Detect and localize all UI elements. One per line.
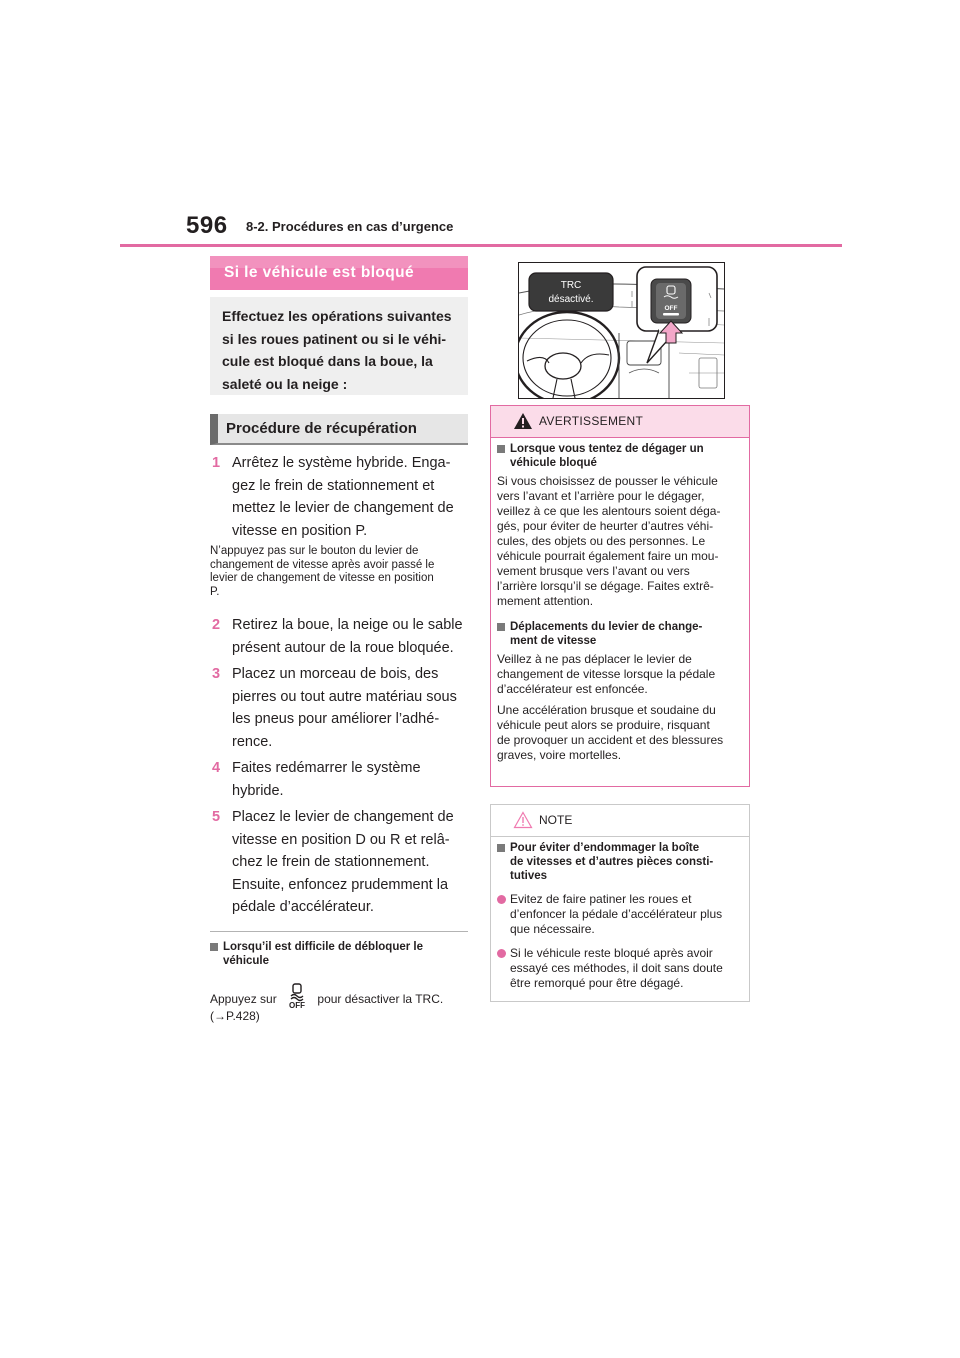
warning-item-heading xyxy=(497,620,743,648)
heading-line: véhicule bloqué xyxy=(510,457,597,469)
tip-before: Appuyez sur xyxy=(210,992,277,1006)
para-line: vement brusque vers l’avant ou vers xyxy=(497,564,690,578)
step-line: les pneus pour améliorer l’adhé- xyxy=(232,711,440,727)
subheading: Procédure de récupération xyxy=(210,414,468,445)
intro-line: Effectuez les opérations suivantes xyxy=(222,308,452,324)
inset-off-label: OFF xyxy=(664,305,678,312)
note-line: changement de vitesse après avoir passé le xyxy=(210,558,435,571)
tip-after: pour désactiver la TRC. xyxy=(317,992,444,1006)
para-line: véhicule pourrait également faire un mou- xyxy=(497,549,719,563)
note-box xyxy=(490,804,750,1002)
step-line: vitesse en position D ou R et relâ- xyxy=(232,831,450,848)
para-line: vers l’avant et l’arrière pour le dégager, xyxy=(497,489,705,503)
section-banner xyxy=(210,256,468,290)
intro-line: cule est bloqué dans la boue, la xyxy=(222,353,433,369)
step-number: 1 xyxy=(212,455,221,471)
note-header xyxy=(491,805,749,837)
tip-text xyxy=(210,983,468,1024)
note-line: N’appuyez pas sur le bouton du levier de xyxy=(210,545,419,557)
warning-paragraph xyxy=(497,652,743,697)
para-line: d’accélérateur est enfoncée. xyxy=(497,682,648,696)
step-line: vitesse en position P. xyxy=(232,522,368,539)
tip-ref: (→P.428) xyxy=(210,1009,260,1023)
step-5 xyxy=(212,806,468,919)
note-bullet xyxy=(497,892,743,937)
divider xyxy=(210,931,468,932)
warning-paragraph xyxy=(497,703,743,763)
step-line: Placez un morceau de bois, des xyxy=(232,666,439,682)
square-bullet-icon xyxy=(210,943,218,951)
para-line: de provoquer un accident et des blessures xyxy=(497,733,724,747)
step-line: Placez le levier de changement de xyxy=(232,809,454,825)
bullet-dot-icon xyxy=(497,895,506,904)
step-line: rence. xyxy=(232,733,273,750)
para-line: gés, pour éviter de heurter d’autres véhi- xyxy=(497,519,714,533)
warning-title: AVERTISSEMENT xyxy=(539,414,644,428)
step-number: 3 xyxy=(212,666,221,682)
page-number: 596 xyxy=(186,212,228,239)
heading-line: ment de vitesse xyxy=(510,635,597,647)
step-line: Retirez la boue, la neige ou le sable xyxy=(232,617,463,633)
step-line: Arrêtez le système hybride. Enga- xyxy=(232,455,451,471)
dashboard-illustration xyxy=(518,262,725,399)
bullet-line: d’enfoncer la pédale d’accélérateur plus xyxy=(510,907,723,921)
tip-heading xyxy=(210,940,468,968)
para-line: veillez à ce que les alentours soient déga- xyxy=(497,504,721,518)
warning-paragraph xyxy=(497,474,743,609)
warning-body xyxy=(497,442,743,763)
step-2 xyxy=(212,614,468,659)
warning-box xyxy=(490,405,750,787)
tip-head-line: véhicule xyxy=(223,955,270,967)
step-line: Ensuite, enfoncez prudemment la xyxy=(232,876,449,893)
intro-line: si les roues patinent ou si le véhi- xyxy=(222,330,447,347)
step-line: chez le frein de stationnement. xyxy=(232,854,430,870)
intro-line: saleté ou la neige : xyxy=(222,375,348,392)
bullet-line: Si le véhicule reste bloqué après avoir xyxy=(510,946,713,960)
para-line: mement attention. xyxy=(497,594,594,608)
bullet-dot-icon xyxy=(497,949,506,958)
para-line: graves, voire mortelles. xyxy=(497,748,622,762)
step-line: mettez le levier de changement de xyxy=(232,500,454,516)
callout-line: TRC xyxy=(560,280,582,291)
heading-line: de vitesses et d’autres pièces consti- xyxy=(510,856,714,868)
banner-text: Si le véhicule est bloqué xyxy=(224,264,415,281)
note-line: P. xyxy=(210,585,220,598)
heading-line: Lorsque vous tentez de dégager un xyxy=(510,443,704,455)
bullet-line: essayé ces méthodes, il doit sans doute xyxy=(510,961,723,975)
square-bullet-icon xyxy=(497,844,505,852)
step-line: présent autour de la roue bloquée. xyxy=(232,639,454,656)
step-line: pierres ou tout autre matériau sous xyxy=(232,688,457,705)
para-line: Si vous choisissez de pousser le véhicule xyxy=(497,474,718,488)
callout-line: désactivé. xyxy=(548,294,594,305)
note-bullet xyxy=(497,946,743,991)
step-line: gez le frein de stationnement et xyxy=(232,477,435,494)
warning-triangle-icon xyxy=(513,412,533,430)
step-1 xyxy=(212,452,468,542)
para-line: véhicule peut alors se produire, risquant xyxy=(497,718,710,732)
warning-item-heading xyxy=(497,442,743,470)
square-bullet-icon xyxy=(497,623,505,631)
caution-triangle-icon xyxy=(513,811,533,829)
intro-box xyxy=(210,297,468,395)
step-line: hybride. xyxy=(232,782,284,799)
para-line: l’arrière lorsqu’il se dégage. Faites extrê- xyxy=(497,579,714,593)
warning-header xyxy=(491,406,749,438)
step-line: pédale d’accélérateur. xyxy=(232,899,374,915)
step-number: 2 xyxy=(212,617,221,633)
bullet-line: que nécessaire. xyxy=(510,922,595,936)
bullet-line: être remorqué pour être dégagé. xyxy=(510,976,684,990)
off-label: OFF xyxy=(289,1001,306,1009)
note-title: NOTE xyxy=(539,813,573,827)
trc-off-icon xyxy=(284,983,310,1007)
step-line: Faites redémarrer le système xyxy=(232,760,421,776)
step-4 xyxy=(212,757,468,802)
square-bullet-icon xyxy=(497,445,505,453)
step-number: 5 xyxy=(212,809,221,825)
bullet-line: Evitez de faire patiner les roues et xyxy=(510,892,692,906)
note-heading xyxy=(497,841,743,883)
heading-line: Pour éviter d’endommager la boîte xyxy=(510,842,700,854)
para-line: changement de vitesse lorsque la pédale xyxy=(497,667,716,681)
heading-line: tutives xyxy=(510,870,548,882)
header-rule xyxy=(120,244,842,247)
step-3 xyxy=(212,663,468,753)
tip-head-line: Lorsqu’il est difficile de débloquer le xyxy=(223,941,424,953)
heading-line: Déplacements du levier de change- xyxy=(510,621,703,633)
para-line: Veillez à ne pas déplacer le levier de xyxy=(497,652,692,666)
note-body xyxy=(497,841,743,991)
step-number: 4 xyxy=(212,760,221,776)
note-line: levier de changement de vitesse en position xyxy=(210,572,434,584)
step-1-note xyxy=(210,545,468,599)
para-line: Une accélération brusque et soudaine du xyxy=(497,703,716,717)
para-line: cules, des objets ou des personnes. Le xyxy=(497,534,706,548)
section-title: 8-2. Procédures en cas d’urgence xyxy=(246,219,454,234)
